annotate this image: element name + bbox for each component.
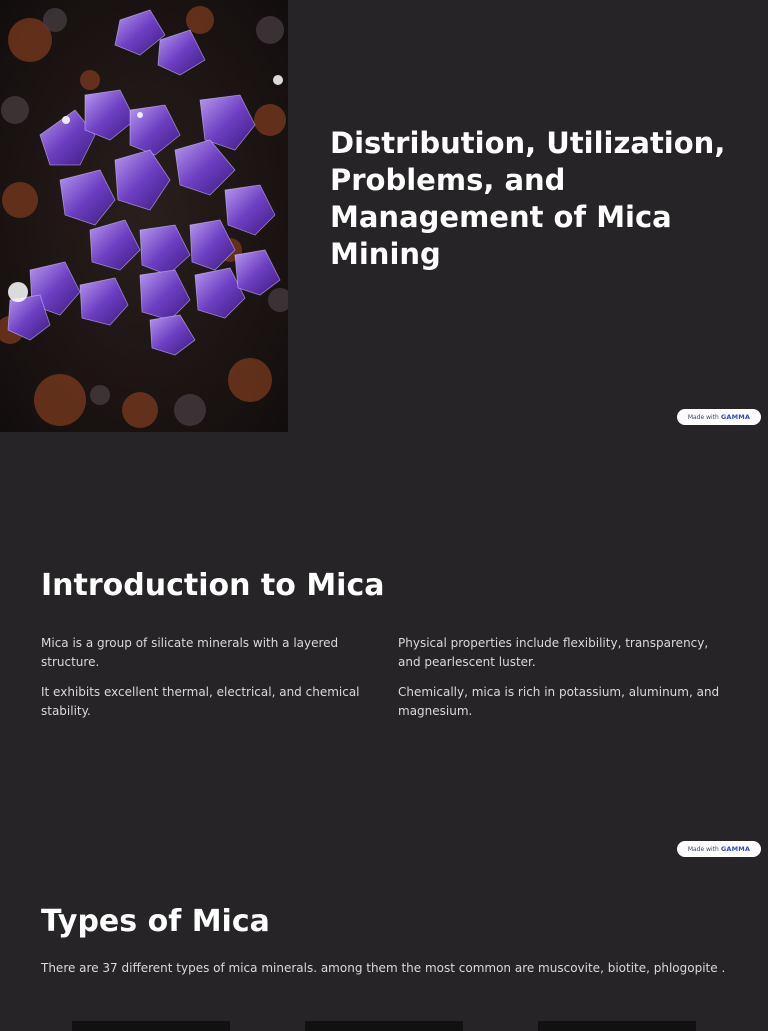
intro-heading: Introduction to Mica	[41, 568, 385, 603]
page-title: Distribution, Utilization, Problems, and Management of Mica Mining	[330, 126, 726, 271]
mica-type-image	[305, 1021, 463, 1031]
gamma-logo: GAMMA	[720, 413, 751, 421]
types-description: There are 37 different types of mica minerals. among them the most common are muscovite, biotite, phlogopite .	[41, 961, 726, 975]
mica-type-image	[72, 1021, 230, 1031]
badge-prefix: Made with	[687, 413, 719, 421]
badge-prefix: Made with	[687, 845, 719, 853]
made-with-gamma-badge[interactable]	[677, 841, 761, 857]
crystal-illustration	[0, 0, 288, 432]
made-with-gamma-badge[interactable]	[677, 409, 761, 425]
mica-type-image	[538, 1021, 696, 1031]
intro-left-column	[41, 634, 371, 732]
gamma-logo: GAMMA	[720, 845, 751, 853]
intro-paragraph: Physical properties include flexibility, transparency, and pearlescent luster.	[398, 636, 709, 669]
intro-paragraph: Chemically, mica is rich in potassium, aluminum, and magnesium.	[398, 685, 720, 718]
mica-crystal-image	[0, 0, 288, 432]
intro-paragraph: Mica is a group of silicate minerals with a layered structure.	[41, 636, 339, 669]
intro-paragraph: It exhibits excellent thermal, electrical, and chemical stability.	[41, 685, 360, 718]
types-heading: Types of Mica	[41, 904, 270, 939]
intro-right-column	[398, 634, 728, 732]
